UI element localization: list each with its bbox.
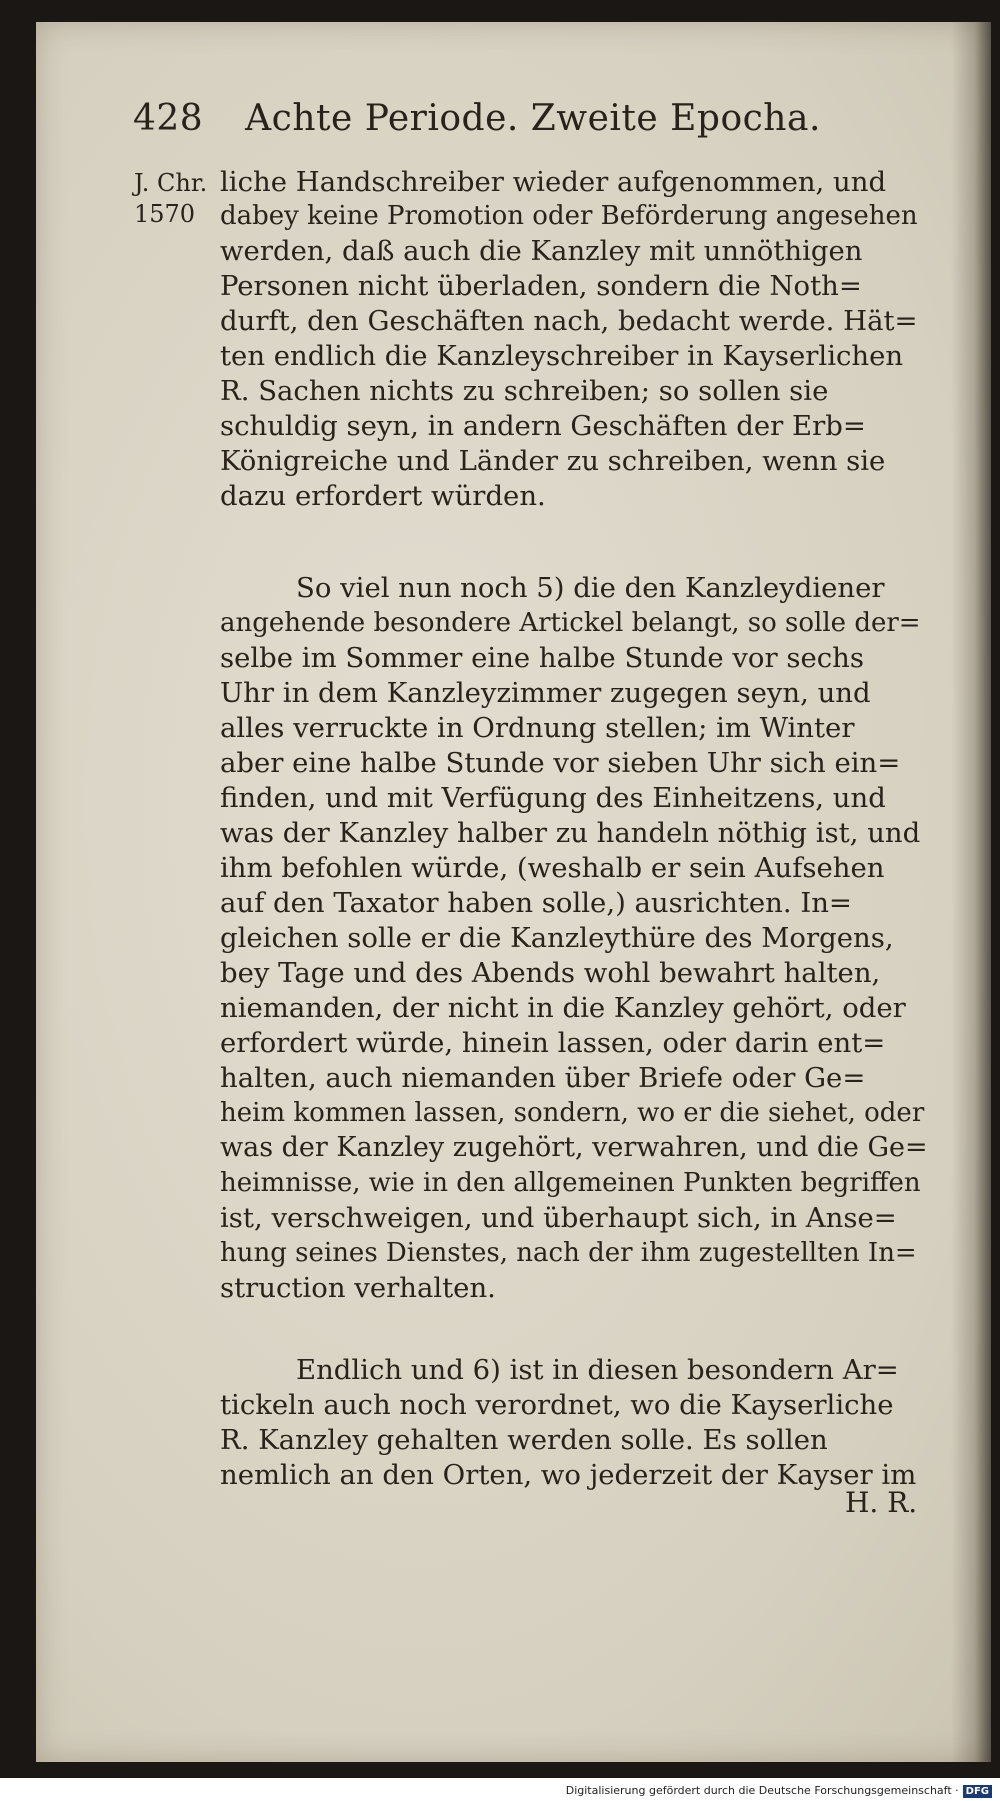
text-line: was der Kanzley zugehört, verwahren, und die Ge= bbox=[220, 1132, 928, 1163]
text-line: durft, den Geschäften nach, bedacht werde. Hät= bbox=[220, 305, 918, 337]
text-line: Uhr in dem Kanzleyzimmer zugegen seyn, und bbox=[220, 677, 871, 709]
text-line: alles verruckte in Ordnung stellen; im Winter bbox=[220, 712, 855, 744]
text-line: erfordert würde, hinein lassen, oder darin ent= bbox=[220, 1027, 886, 1059]
text-line: gleichen solle er die Kanzleythüre des Morgens, bbox=[220, 922, 894, 954]
text-line: heimnisse, wie in den allgemeinen Punkten begriffen bbox=[220, 1168, 921, 1198]
text-line: tickeln auch noch verordnet, wo die Kayserliche bbox=[220, 1389, 894, 1421]
text-line: Endlich und 6) ist in diesen besondern Ar= bbox=[296, 1354, 899, 1386]
text-line: ihm befohlen würde, (weshalb er sein Aufsehen bbox=[220, 852, 885, 884]
margin-era: J. Chr. bbox=[134, 169, 208, 197]
catchword: H. R. bbox=[845, 1486, 918, 1519]
page-number: 428 bbox=[133, 98, 204, 139]
text-line: hung seines Dienstes, nach der ihm zugestellten In= bbox=[220, 1238, 917, 1268]
margin-year: 1570 bbox=[134, 200, 196, 228]
digitization-footer bbox=[566, 1784, 992, 1798]
text-line: werden, daß auch die Kanzley mit unnöthigen bbox=[220, 235, 863, 267]
running-title: Achte Periode. Zweite Epocha. bbox=[245, 98, 821, 139]
text-line: Königreiche und Länder zu schreiben, wenn sie bbox=[220, 445, 886, 477]
text-line: struction verhalten. bbox=[220, 1272, 496, 1304]
text-line: niemanden, der nicht in die Kanzley gehört, oder bbox=[220, 992, 906, 1024]
running-header bbox=[133, 98, 833, 139]
text-line: angehende besondere Artickel belangt, so solle der= bbox=[220, 608, 921, 638]
text-line: liche Handschreiber wieder aufgenommen, und bbox=[220, 166, 887, 198]
text-line: halten, auch niemanden über Briefe oder Ge= bbox=[220, 1062, 866, 1094]
text-line: finden, und mit Verfügung des Einheitzens, und bbox=[220, 782, 886, 814]
text-line: aber eine halbe Stunde vor sieben Uhr sich ein= bbox=[220, 747, 901, 779]
text-line: ten endlich die Kanzleyschreiber in Kayserlichen bbox=[220, 340, 904, 372]
text-line: selbe im Sommer eine halbe Stunde vor sechs bbox=[220, 642, 864, 674]
text-line: R. Kanzley gehalten werden solle. Es sollen bbox=[220, 1424, 828, 1456]
text-line: nemlich an den Orten, wo jederzeit der Kayser im bbox=[220, 1459, 917, 1491]
text-line: heim kommen lassen, sondern, wo er die siehet, oder bbox=[220, 1098, 925, 1128]
text-line: dabey keine Promotion oder Beförderung angesehen bbox=[220, 201, 918, 231]
text-line: schuldig seyn, in andern Geschäften der Erb= bbox=[220, 410, 866, 442]
text-line: dazu erfordert würden. bbox=[220, 480, 546, 512]
text-line: was der Kanzley halber zu handeln nöthig ist, und bbox=[220, 817, 921, 849]
text-line: bey Tage und des Abends wohl bewahrt halten, bbox=[220, 957, 881, 989]
text-line: So viel nun noch 5) die den Kanzleydiener bbox=[296, 572, 885, 604]
text-line: Personen nicht überladen, sondern die Noth= bbox=[220, 270, 862, 302]
dfg-logo: DFG bbox=[963, 1785, 992, 1798]
text-line: auf den Taxator haben solle,) ausrichten. In= bbox=[220, 887, 852, 919]
text-line: ist, verschweigen, und überhaupt sich, in Anse= bbox=[220, 1202, 897, 1234]
text-line: R. Sachen nichts zu schreiben; so sollen sie bbox=[220, 375, 829, 407]
footer-credit: Digitalisierung gefördert durch die Deutsche Forschungsgemeinschaft · bbox=[565, 1784, 959, 1797]
